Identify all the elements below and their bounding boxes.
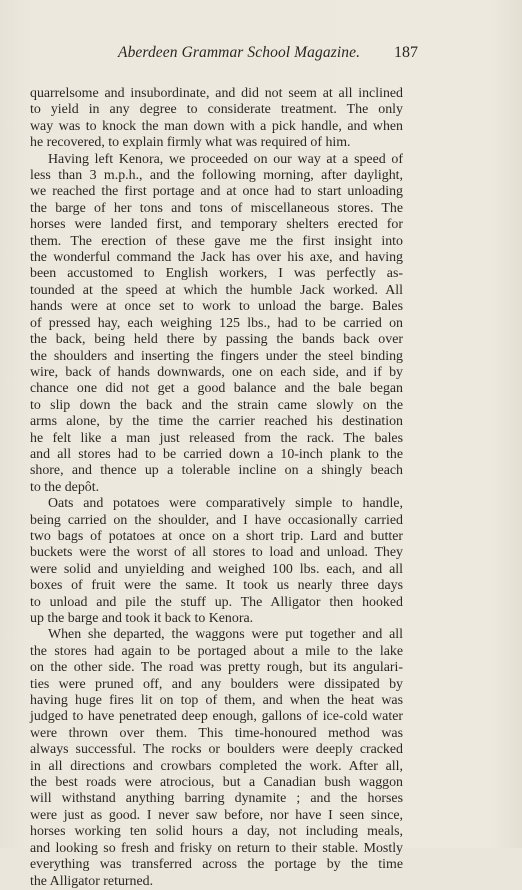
text-line: way was to knock the man down with a pick handle, and when <box>30 118 403 134</box>
text-line: to yield in any degree to considerate treatment. The only <box>30 102 403 118</box>
text-line: them. The erection of these gave me the first insight into <box>30 233 403 249</box>
text-line: everything was transferred across the portage by the time <box>30 857 403 873</box>
text-line: the back, being held there by passing the bands back over <box>30 332 403 348</box>
text-line: When she departed, the waggons were put together and all <box>48 627 403 643</box>
paragraph <box>30 152 403 497</box>
text-line: were just as good. I never saw before, nor have I seen since, <box>30 807 403 823</box>
running-title: Aberdeen Grammar School Magazine. <box>118 44 361 61</box>
text-line: he recovered, to explain firmly what was required of him. <box>30 135 351 151</box>
paragraph <box>30 627 403 890</box>
text-line: to slip down the back and the strain came slowly on the <box>30 397 403 413</box>
body-text <box>30 86 403 890</box>
text-line: were thrown over them. This time-honoured method was <box>30 725 403 741</box>
paragraph <box>30 86 403 152</box>
text-line: the best roads were atrocious, but a Canadian bush waggon <box>30 775 403 791</box>
text-line: of pressed hay, each weighing 125 lbs., had to be carried on <box>30 315 403 331</box>
text-line: boxes of fruit were the same. It took us nearly three days <box>30 578 403 594</box>
text-line: always successful. The rocks or boulders were deeply cracked <box>30 742 403 758</box>
text-line: quarrelsome and insubordinate, and did not seem at all inclined <box>30 86 403 101</box>
text-line: were solid and unyielding and weighed 100 lbs. each, and all <box>30 561 403 577</box>
text-line: and looking so fresh and frisky on return to their stable. Mostly <box>30 840 403 856</box>
text-line: in all directions and crowbars completed the work. After all, <box>30 758 403 774</box>
text-line: buckets were the worst of all stores to load and unload. They <box>30 545 403 561</box>
text-line: the barge of her tons and tons of miscellaneous stores. The <box>30 200 403 216</box>
text-line: he felt like a man just released from the rack. The bales <box>30 430 403 446</box>
text-line: been accustomed to English workers, I was perfectly as- <box>30 266 403 282</box>
text-line: chance one did not get a good balance and the bale began <box>30 381 403 397</box>
text-line: on the other side. The road was pretty rough, but its angulari- <box>30 660 403 676</box>
text-line: the Alligator returned. <box>30 873 154 889</box>
text-line: the stores had again to be portaged about a mile to the lake <box>30 643 403 659</box>
text-line: arms alone, by the time the carrier reached his destination <box>30 414 403 430</box>
text-line: hands were at once set to work to unload the barge. Bales <box>30 299 403 315</box>
text-line: horses working ten solid hours a day, not including meals, <box>30 824 403 840</box>
text-line: Oats and potatoes were comparatively simple to handle, <box>48 496 403 512</box>
text-line: will withstand anything barring dynamite ; and the horses <box>30 791 403 807</box>
text-line: the shoulders and inserting the fingers under the steel binding <box>30 348 403 364</box>
text-line: to the depôt. <box>30 479 100 495</box>
text-line: shore, and thence up a tolerable incline on a shingly beach <box>30 463 403 479</box>
text-line: wire, back of hands downwards, one on each side, and if by <box>30 364 403 380</box>
text-line: tounded at the speed at which the humble Jack worked. All <box>30 282 403 298</box>
page-header <box>30 44 418 66</box>
page-number: 187 <box>394 44 418 61</box>
text-line: up the barge and took it back to Kenora. <box>30 611 254 626</box>
text-line: judged to have penetrated deep enough, gallons of ice-cold water <box>30 709 403 725</box>
text-line: two bags of potatoes at once on a short trip. Lard and butter <box>30 528 403 544</box>
text-line: to unload and pile the stuff up. The Alligator then hooked <box>30 594 403 610</box>
text-line: being carried on the shoulder, and I have occasionally carried <box>30 512 403 528</box>
text-line: the wonderful command the Jack has over his axe, and having <box>30 250 403 266</box>
text-line: ties were pruned off, and any boulders were dissipated by <box>30 676 403 692</box>
text-line: we reached the first portage and at once had to start unloading <box>30 184 403 200</box>
text-line: horses were landed first, and temporary shelters erected for <box>30 217 403 233</box>
text-line: and all stores had to be carried down a 10-inch plank to the <box>30 446 403 462</box>
text-line: less than 3 m.p.h., and the following morning, after daylight, <box>30 168 403 184</box>
text-line: having huge fires lit on top of them, and when the heat was <box>30 693 403 709</box>
text-line: Having left Kenora, we proceeded on our way at a speed of <box>48 151 403 167</box>
paragraph <box>30 496 403 627</box>
